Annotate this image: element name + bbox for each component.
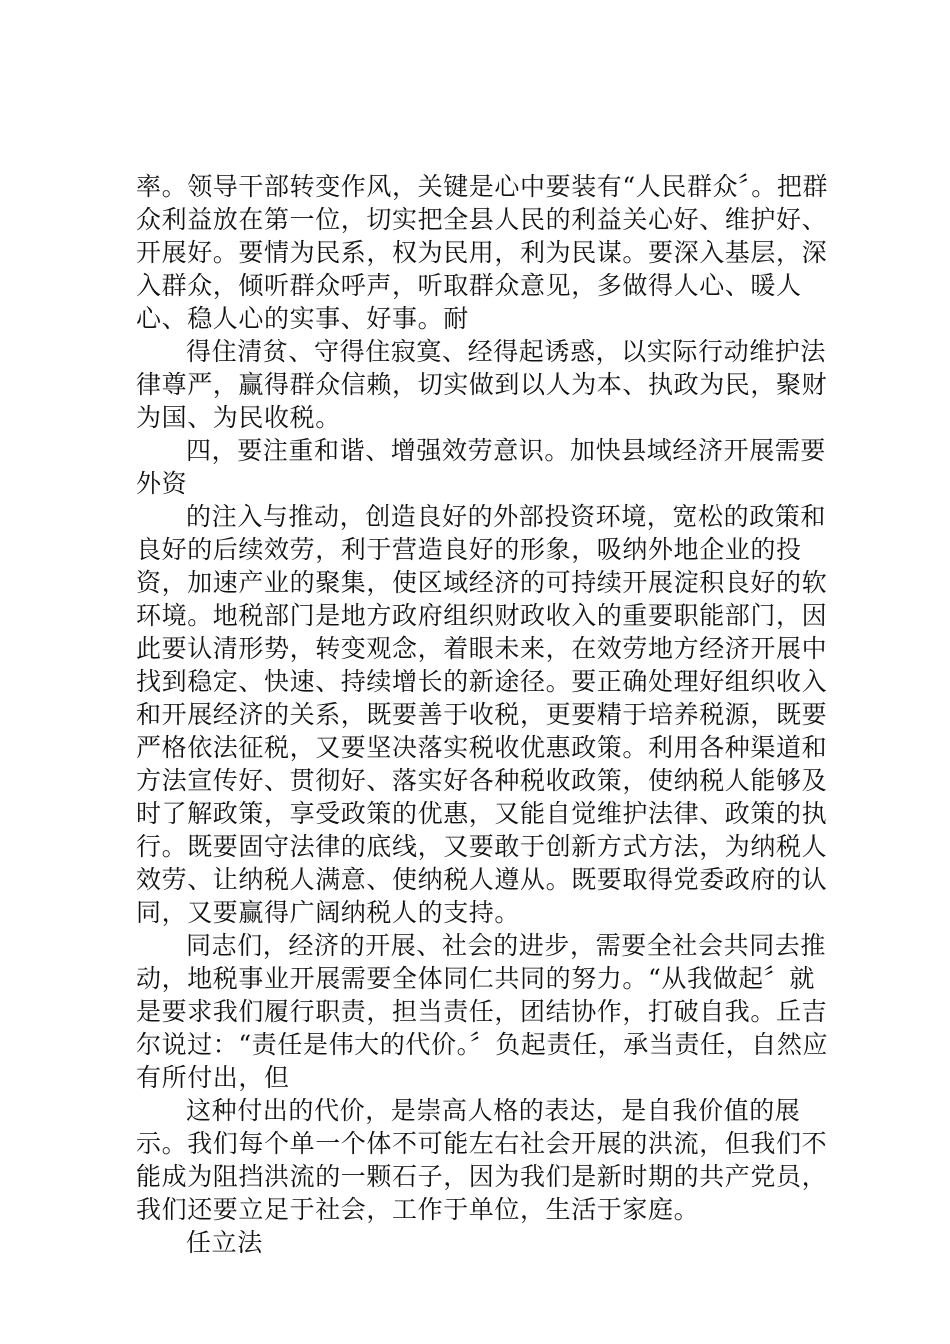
document-body — [136, 170, 836, 1259]
signature: 任立法 — [186, 1228, 263, 1257]
paragraph-4: 的注入与推动，创造良好的外部投资环境，宽松的政策和良好的后续效劳，利于营造良好的形象，吸纳外地企业的投资，加速产业的聚集，使区域经济的可持续开展淀积良好的软环境。地税部门是地方政府组织财政收入的重要职能部门，因此要认清形势，转变观念，着眼未来，在效劳地方经济开展中找到稳定、快速、持续增长的新途径。要正确处理好组织收入和开展经济的关系，既要善于收税，更要精于培养税源，既要严格依法征税，又要坚决落实税收优惠政策。利用各种渠道和方法宣传好、贯彻好、落实好各种税收政策，使纳税人能够及时了解政策，享受政策的优惠，又能自觉维护法律、政策的执行。既要固守法律的底线，又要敢于创新方式方法，为纳税人效劳、让纳税人满意、使纳税人遵从。既要取得党委政府的认同，又要赢得广阔纳税人的支持。 — [136, 502, 828, 927]
paragraph-2: 得住清贫、守得住寂寞、经得起诱惑，以实际行动维护法律尊严，赢得群众信赖，切实做到以人为本、执政为民，聚财为国、为民收税。 — [136, 337, 828, 432]
paragraph-3: 四，要注重和谐、增强效劳意识。加快县域经济开展需要外资 — [136, 436, 827, 498]
paragraph-1: 率。领导干部转变作风，关键是心中要装有“人民群众〞。把群众利益放在第一位，切实把全县人民的利益关心好、维护好、开展好。要情为民系，权为民用，利为民谋。要深入基层，深入群众，倾听群众呼声，听取群众意见，多做得人心、暖人心、稳人心的实事、好事。耐 — [136, 172, 829, 333]
paragraph-6: 这种付出的代价，是崇高人格的表达，是自我价值的展示。我们每个单一个体不可能左右社会开展的洪流，但我们不能成为阻挡洪流的一颗石子，因为我们是新时期的共产党员，我们还要立足于社会，工作于单位，生活于家庭。 — [136, 1096, 828, 1224]
paragraph-5: 同志们，经济的开展、社会的进步，需要全社会共同去推动，地税事业开展需要全体同仁共同的努力。“从我做起〞就是要求我们履行职责，担当责任，团结协作，打破自我。丘吉尔说过：“责任是伟大的代价。〞负起责任，承当责任，自然应有所付出，但 — [136, 931, 829, 1092]
